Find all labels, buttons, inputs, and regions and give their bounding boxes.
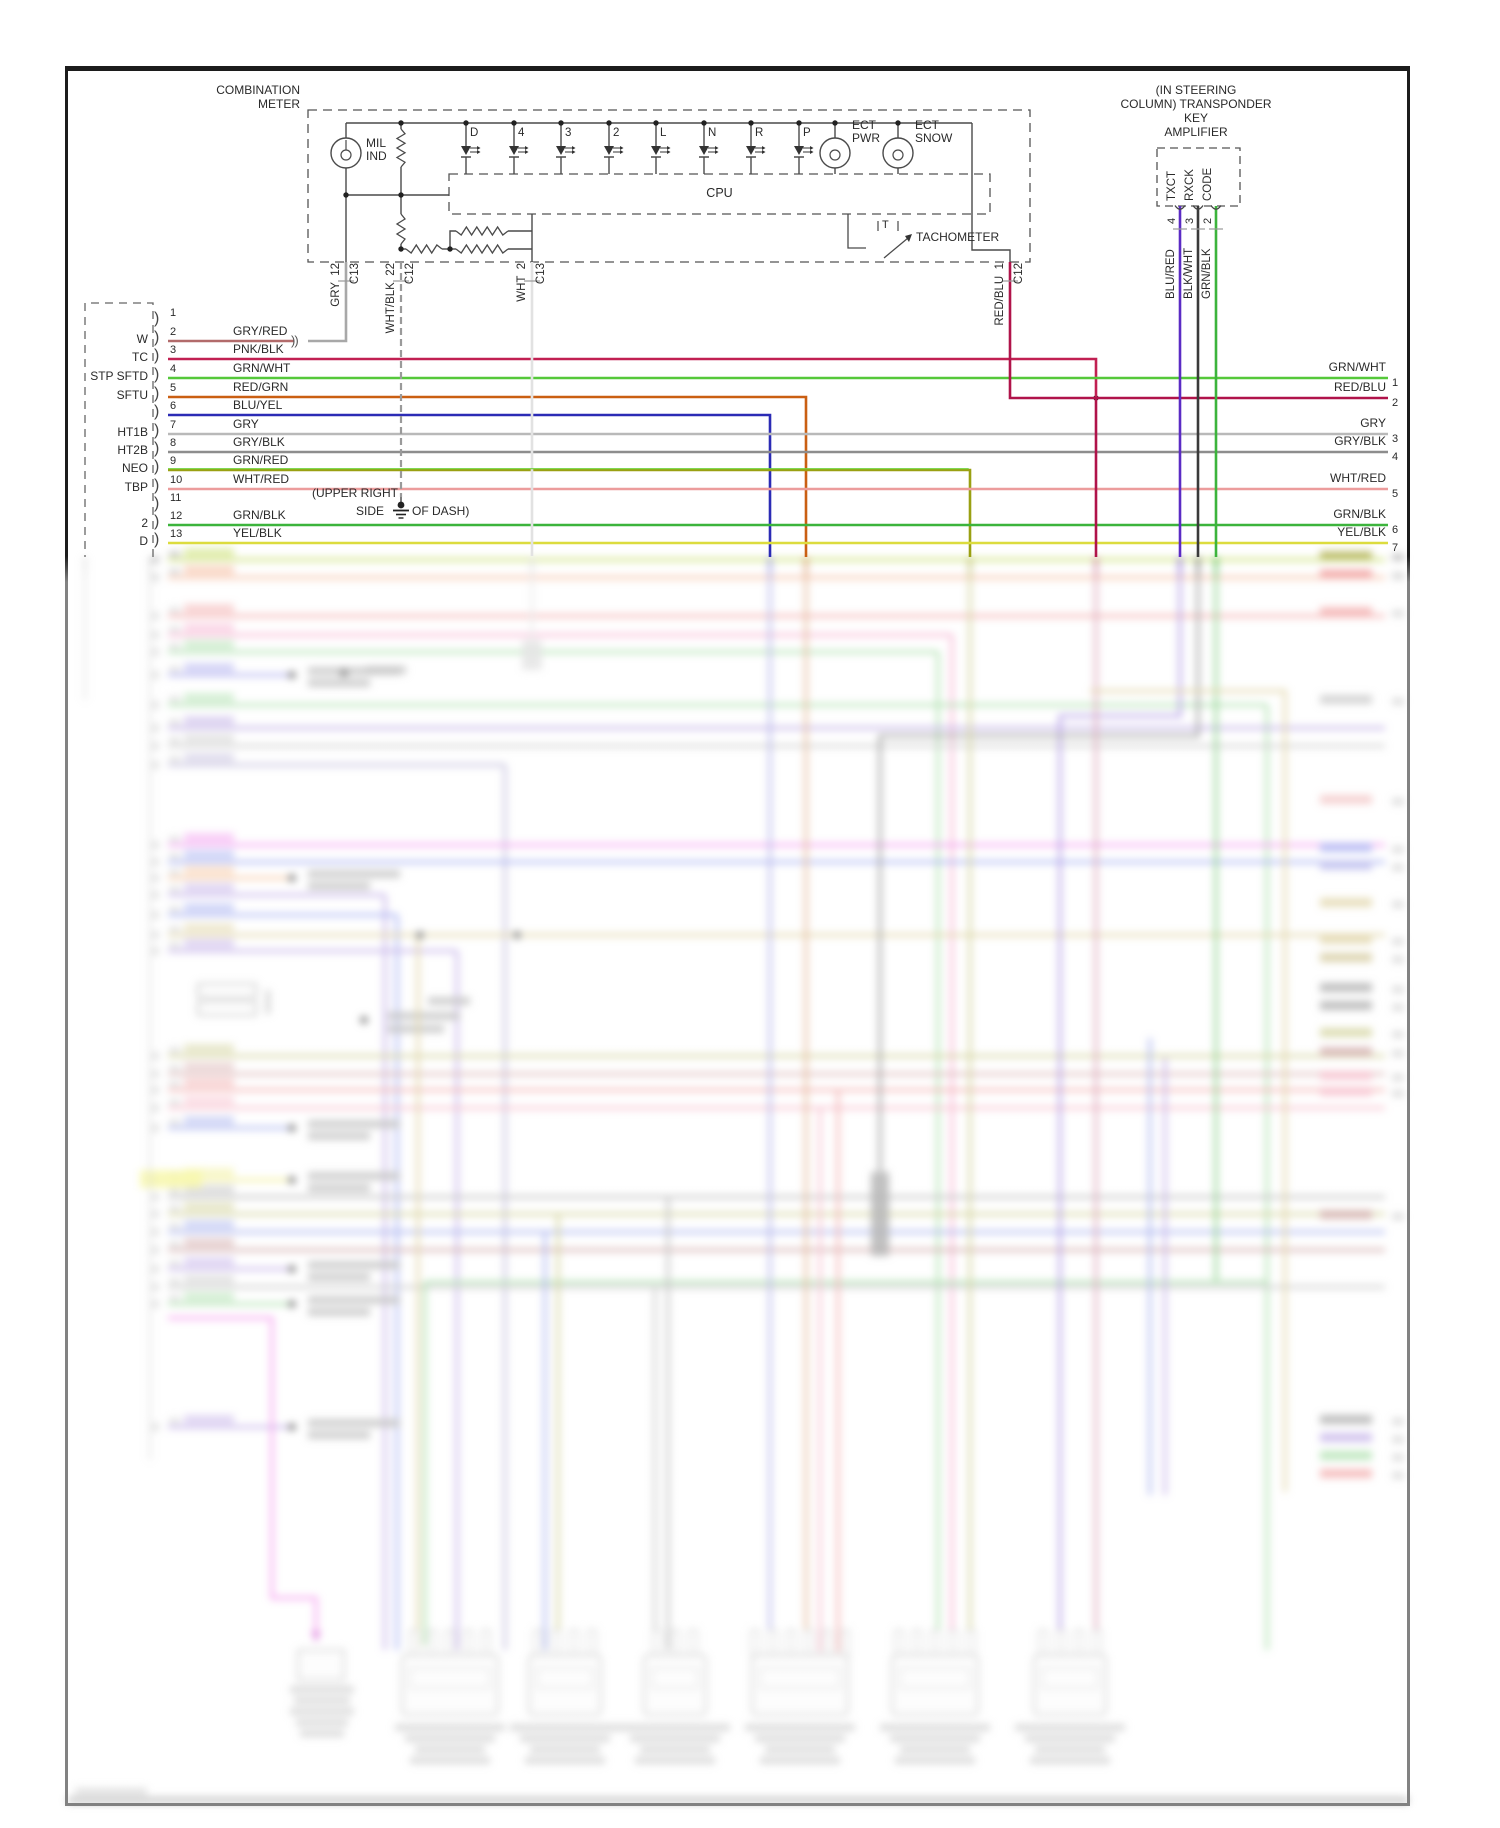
- pin-number-5: 5: [170, 382, 177, 394]
- ect-snow-label-line2: SNOW: [915, 131, 953, 145]
- led-icon-5: [699, 146, 709, 155]
- transponder-pin-num-0: 4: [1166, 217, 1178, 224]
- meter-exit-wire-pin-1: WHT/BLK 22: [385, 263, 397, 334]
- pin-wire-label-6: BLU/YEL: [233, 398, 283, 412]
- pin-number-7: 7: [170, 419, 177, 431]
- tachometer-t-mark: T: [882, 219, 889, 231]
- tachometer-needle-head: [905, 234, 912, 242]
- pin-name-4: STP SFTD: [90, 369, 148, 383]
- pin-wire-label-8: GRY/BLK: [233, 435, 285, 449]
- meter-exit-connector-1: C12: [404, 263, 416, 285]
- junction-dot-3: [558, 120, 563, 125]
- pin-bracket-9: ): [154, 458, 160, 475]
- meter-exit-wire-pin-0: GRY 12: [330, 263, 342, 307]
- meter-exit-connector-3: C12: [1013, 263, 1025, 285]
- junction-dot-13: [398, 246, 403, 251]
- junction-dot-7: [748, 120, 753, 125]
- junction-dot-2: [511, 120, 516, 125]
- transponder-wire-label-1: BLK/WHT: [1183, 247, 1195, 299]
- pin-bracket-12: ): [154, 513, 160, 530]
- resistor3-icon: [406, 245, 442, 253]
- transponder-pin-name-0: TXCT: [1166, 170, 1178, 201]
- meter-exit-wire-pin-2: WHT 2: [516, 263, 528, 302]
- pin-name-5: SFTU: [116, 388, 148, 402]
- pin-number-2: 2: [170, 326, 177, 338]
- transponder-heading-line2: COLUMN) TRANSPONDER: [1120, 97, 1272, 111]
- led-arrowhead-5-1: [715, 150, 719, 154]
- pin-bracket-2: ): [154, 329, 160, 346]
- right-terminal-number-5: 5: [1392, 488, 1399, 500]
- pin-name-3: TC: [132, 350, 148, 364]
- right-terminal-number-4: 4: [1392, 451, 1399, 463]
- led-arrowhead-6-1: [762, 150, 766, 154]
- pin-bracket-11: ): [154, 495, 160, 512]
- tachometer-label: TACHOMETER: [916, 230, 1000, 244]
- led-arrowhead-1-0: [525, 146, 529, 150]
- led-icon-1: [509, 146, 519, 155]
- right-terminal-label-6: GRN/BLK: [1333, 507, 1386, 521]
- pin-wire-label-13: YEL/BLK: [233, 526, 282, 540]
- led-arrowhead-1-1: [525, 150, 529, 154]
- led-arrowhead-0-0: [477, 146, 481, 150]
- transponder-wire-label-0: BLU/RED: [1165, 249, 1177, 299]
- pin-wire-label-12: GRN/BLK: [233, 508, 286, 522]
- led-arrowhead-3-0: [620, 146, 624, 150]
- led-icon-4: [651, 146, 661, 155]
- right-terminal-number-3: 3: [1392, 433, 1399, 445]
- pin-number-12: 12: [170, 510, 183, 522]
- pin-bracket-5: ): [154, 385, 160, 402]
- ground-note-line3: OF DASH): [412, 504, 470, 518]
- pin-wire-label-7: GRY: [233, 417, 259, 431]
- mil-ind-label-line2: IND: [366, 149, 387, 163]
- junction-dot-1: [463, 120, 468, 125]
- mil-ind-label-line1: MIL: [366, 136, 387, 150]
- pin-wire-label-2: GRY/RED: [233, 324, 288, 338]
- pin-number-3: 3: [170, 344, 177, 356]
- pin-name-9: NEO: [121, 461, 148, 475]
- led-label-3: 2: [613, 127, 620, 139]
- led-arrowhead-3-1: [620, 150, 624, 154]
- transponder-heading-line4: AMPLIFIER: [1164, 125, 1228, 139]
- tachometer-needle: [884, 238, 908, 258]
- tachometer-bracket: [848, 214, 866, 248]
- transponder-pin-name-1: RXCK: [1184, 169, 1196, 201]
- pin-name-8: HT2B: [117, 443, 148, 457]
- ground-note-line1: (UPPER RIGHT: [311, 486, 398, 500]
- ect-pwr-lamp-icon: [820, 138, 850, 168]
- pin-wire-label-5: RED/GRN: [233, 380, 289, 394]
- right-terminal-label-1: GRN/WHT: [1328, 360, 1386, 374]
- led-label-0: D: [470, 127, 479, 139]
- junction-dot-5: [653, 120, 658, 125]
- transponder-pin-num-2: 2: [1202, 217, 1214, 224]
- pin-bracket-13: ): [154, 531, 160, 548]
- pin-name-12: 2: [141, 516, 148, 530]
- right-terminal-number-6: 6: [1392, 524, 1399, 536]
- ect-pwr-label-line1: ECT: [852, 118, 876, 132]
- transponder-wire-label-2: GRN/BLK: [1201, 248, 1213, 299]
- led-label-7: P: [803, 127, 811, 139]
- cpu-label: CPU: [706, 186, 733, 200]
- right-terminal-label-5: WHT/RED: [1330, 471, 1386, 485]
- junction-dot-8: [796, 120, 801, 125]
- led-icon-7: [794, 146, 804, 155]
- led-label-2: 3: [565, 127, 572, 139]
- led-icon-2: [556, 146, 566, 155]
- meter-exit-connector-0: C13: [349, 263, 361, 285]
- ect-snow-label-line1: ECT: [915, 118, 939, 132]
- resistor5-icon: [456, 227, 508, 235]
- led-arrowhead-2-0: [572, 146, 576, 150]
- pin-number-8: 8: [170, 437, 177, 449]
- led-arrowhead-0-1: [477, 150, 481, 154]
- right-terminal-number-7: 7: [1392, 542, 1399, 554]
- resistor4-icon: [456, 245, 508, 253]
- resistor5-lead: [450, 231, 456, 249]
- pin-number-10: 10: [170, 474, 183, 486]
- right-terminal-label-4: GRY/BLK: [1334, 434, 1386, 448]
- pin-bracket-8: ): [154, 440, 160, 457]
- transponder-heading-line1: (IN STEERING: [1155, 83, 1237, 97]
- led-arrowhead-7-0: [810, 146, 814, 150]
- led-label-5: N: [708, 127, 717, 139]
- pin-number-4: 4: [170, 363, 177, 375]
- right-terminal-label-7: YEL/BLK: [1337, 525, 1386, 539]
- junction-dot-6: [701, 120, 706, 125]
- led-label-6: R: [755, 127, 764, 139]
- transponder-heading-line3: KEY: [1183, 111, 1208, 125]
- pin-number-6: 6: [170, 400, 177, 412]
- right-terminal-number-1: 1: [1392, 377, 1399, 389]
- combination-meter-title-line1: COMBINATION: [216, 83, 300, 97]
- ect-snow-lamp-filament: [893, 150, 903, 160]
- junction-dot-11: [343, 192, 348, 197]
- junction-dot-12: [398, 192, 403, 197]
- pin-bracket-1: ): [154, 310, 160, 327]
- pin-wire-label-10: WHT/RED: [233, 472, 289, 486]
- pin-bracket-10: ): [154, 477, 160, 494]
- ect-pwr-label-line2: PWR: [852, 131, 880, 145]
- led-arrowhead-4-0: [667, 146, 671, 150]
- led-icon-0: [461, 146, 471, 155]
- pin-bracket-4: ): [154, 366, 160, 383]
- pin-number-13: 13: [170, 528, 183, 540]
- combination-meter-title-line2: METER: [258, 97, 300, 111]
- transponder-pin-name-2: CODE: [1202, 167, 1214, 201]
- led-icon-3: [604, 146, 614, 155]
- pin-number-9: 9: [170, 455, 177, 467]
- led-label-4: L: [660, 127, 667, 139]
- right-terminal-label-3: GRY: [1360, 416, 1386, 430]
- resistor2-icon: [397, 214, 405, 244]
- led-arrowhead-2-1: [572, 150, 576, 154]
- pin-bracket-3: ): [154, 347, 160, 364]
- resistor1-icon: [397, 129, 405, 167]
- pin-name-13: D: [139, 534, 148, 548]
- led-arrowhead-5-0: [715, 146, 719, 150]
- led-arrowhead-6-0: [762, 146, 766, 150]
- right-terminal-label-2: RED/BLU: [1333, 380, 1386, 394]
- ect-pwr-lamp-filament: [830, 150, 840, 160]
- ground-icon: [398, 502, 405, 509]
- pin-number-11: 11: [170, 492, 182, 504]
- pin-wire-label-4: GRN/WHT: [233, 361, 291, 375]
- led-arrowhead-4-1: [667, 150, 671, 154]
- junction-dot-9: [832, 120, 837, 125]
- junction-dot-10: [895, 120, 900, 125]
- junction-dot-0: [398, 120, 403, 125]
- mil-lamp-filament: [341, 150, 351, 160]
- splice-icon: )): [291, 333, 298, 348]
- pin-bracket-6: ): [154, 403, 160, 420]
- junction-dot-4: [606, 120, 611, 125]
- ect-snow-lamp-icon: [883, 138, 913, 168]
- right-terminal-number-2: 2: [1392, 397, 1399, 409]
- transponder-pin-num-1: 3: [1184, 217, 1196, 224]
- pin-wire-label-3: PNK/BLK: [233, 342, 284, 356]
- pin-bracket-7: ): [154, 422, 160, 439]
- pin-name-2: W: [136, 332, 148, 346]
- meter-exit-connector-2: C13: [535, 263, 547, 285]
- ground-note-line2: SIDE: [355, 504, 384, 518]
- pin-wire-label-9: GRN/RED: [233, 453, 289, 467]
- led-arrowhead-7-1: [810, 150, 814, 154]
- junction-dot-14: [447, 246, 452, 251]
- pin-name-10: TBP: [124, 480, 148, 494]
- pin-number-1: 1: [170, 307, 177, 319]
- pin-name-7: HT1B: [117, 425, 148, 439]
- meter-exit-wire-pin-3: RED/BLU 1: [994, 263, 1006, 326]
- led-label-1: 4: [518, 127, 525, 139]
- led-icon-6: [746, 146, 756, 155]
